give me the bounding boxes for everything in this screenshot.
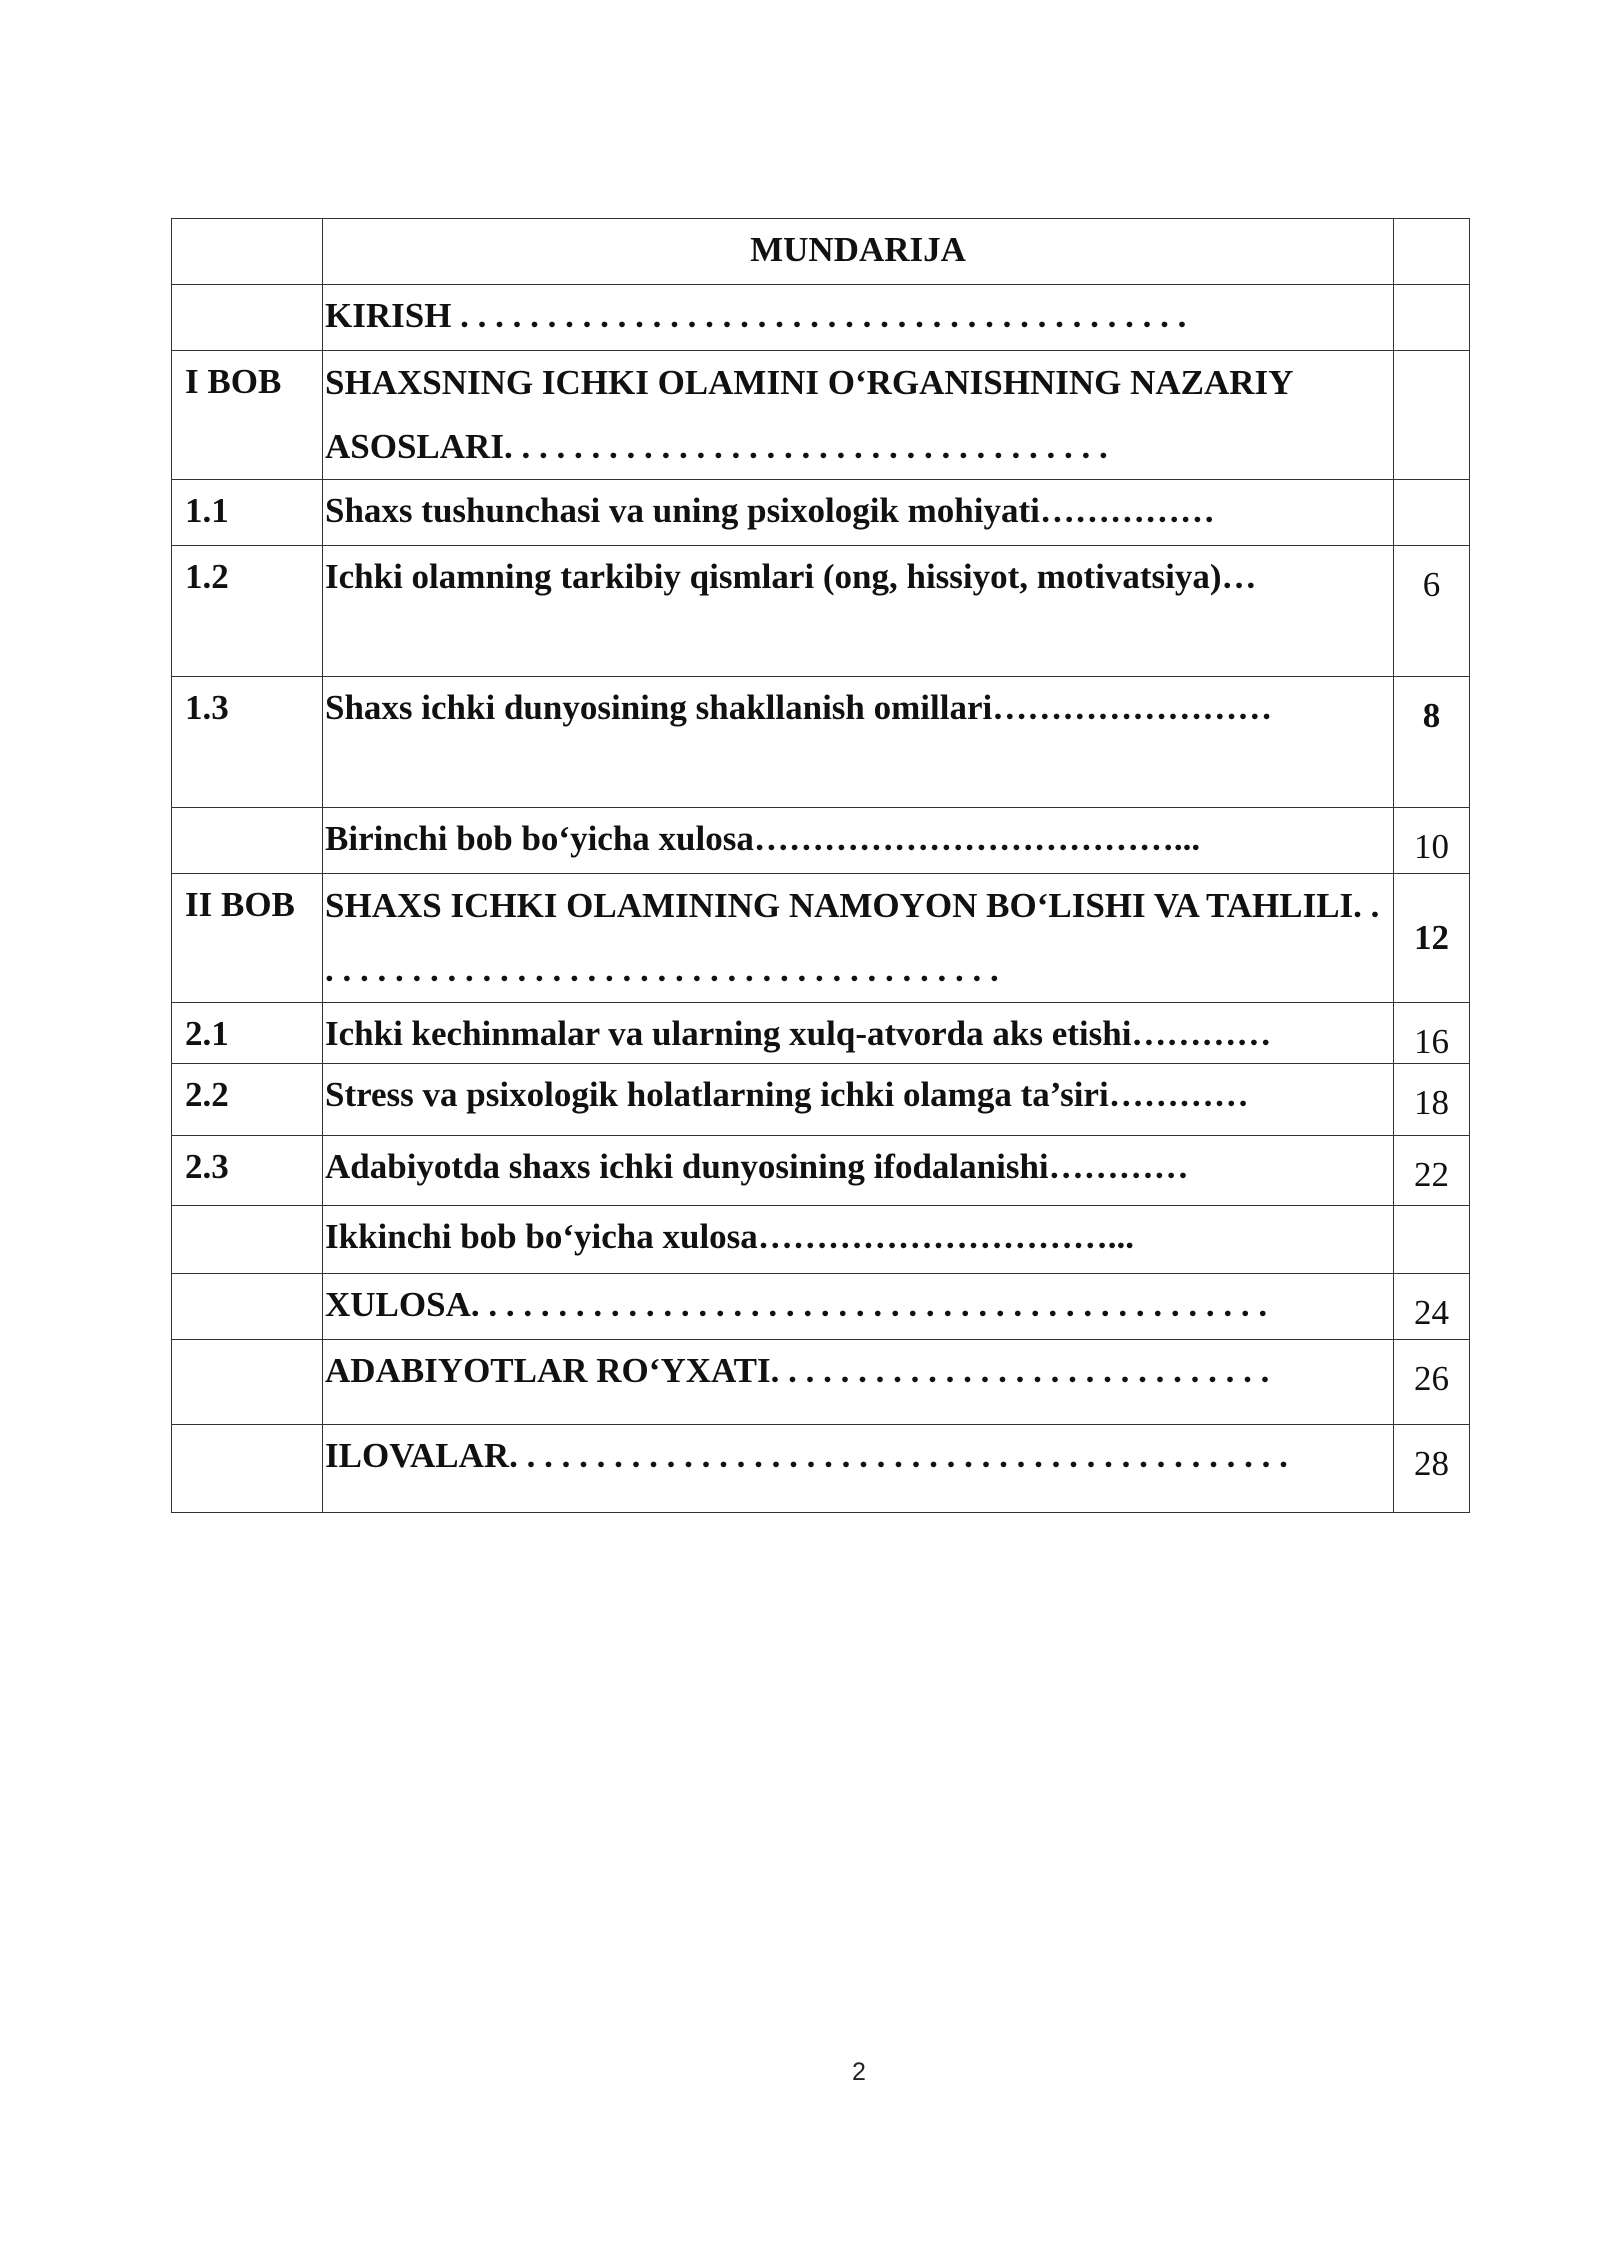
toc-row xyxy=(172,285,1470,351)
toc-row xyxy=(172,1274,1470,1340)
toc-row-text: Shaxs ichki dunyosining shakllanish omillari…………………… xyxy=(323,677,1394,808)
toc-row-page xyxy=(1394,1206,1470,1274)
toc-row xyxy=(172,1064,1470,1136)
page-number: 2 xyxy=(852,2058,866,2086)
toc-row-text: ADABIYOTLAR RO‘YXATI. . . . . . . . . . . . . . . . . . . . . . . . . . . . . xyxy=(323,1340,1394,1425)
toc-title: MUNDARIJA xyxy=(323,219,1394,285)
toc-row-number: 1.3 xyxy=(172,677,323,808)
toc-row-page: 22 xyxy=(1394,1136,1470,1206)
toc-row-text: Stress va psixologik holatlarning ichki olamga ta’siri………… xyxy=(323,1064,1394,1136)
toc-row-number: 2.3 xyxy=(172,1136,323,1206)
toc-row-page xyxy=(1394,351,1470,480)
toc-row-number xyxy=(172,808,323,874)
toc-row xyxy=(172,351,1470,480)
toc-num-cell xyxy=(172,219,323,285)
toc-row xyxy=(172,546,1470,677)
toc-header-row xyxy=(172,219,1470,285)
toc-row-number xyxy=(172,1425,323,1513)
toc-row-number xyxy=(172,285,323,351)
toc-row-page: 10 xyxy=(1394,808,1470,874)
toc-row-page: 6 xyxy=(1394,546,1470,677)
toc-row-page xyxy=(1394,480,1470,546)
toc-row xyxy=(172,1206,1470,1274)
toc-row-number: II BOB xyxy=(172,874,323,1003)
toc-row-number xyxy=(172,1340,323,1425)
table-of-contents xyxy=(171,218,1470,1513)
toc-row-page: 28 xyxy=(1394,1425,1470,1513)
toc-row-number: 1.2 xyxy=(172,546,323,677)
toc-row-text: SHAXS ICHKI OLAMINING NAMOYON BO‘LISHI VA TAHLILI. . . . . . . . . . . . . . . . . . . . . . . . . . . . . . . . . . . . . . . . . xyxy=(323,874,1394,1003)
toc-row xyxy=(172,1003,1470,1064)
toc-row xyxy=(172,677,1470,808)
toc-row-page xyxy=(1394,285,1470,351)
toc-row-text: XULOSA. . . . . . . . . . . . . . . . . . . . . . . . . . . . . . . . . . . . . . . . . . . . . . xyxy=(323,1274,1394,1340)
toc-row-page: 24 xyxy=(1394,1274,1470,1340)
toc-row-number: 1.1 xyxy=(172,480,323,546)
toc-row xyxy=(172,874,1470,1003)
toc-row-page: 8 xyxy=(1394,677,1470,808)
toc-row-number: 2.2 xyxy=(172,1064,323,1136)
toc-row-page: 16 xyxy=(1394,1003,1470,1064)
toc-row xyxy=(172,808,1470,874)
toc-row-text: Ichki kechinmalar va ularning xulq-atvorda aks etishi………… xyxy=(323,1003,1394,1064)
toc-row xyxy=(172,480,1470,546)
toc-row-text: Ikkinchi bob bo‘yicha xulosa…………………………... xyxy=(323,1206,1394,1274)
toc-row xyxy=(172,1425,1470,1513)
toc-row-number: I BOB xyxy=(172,351,323,480)
toc-row-text: ILOVALAR. . . . . . . . . . . . . . . . . . . . . . . . . . . . . . . . . . . . . . . . . . . . . xyxy=(323,1425,1394,1513)
toc-row-number: 2.1 xyxy=(172,1003,323,1064)
toc-row-page: 18 xyxy=(1394,1064,1470,1136)
toc-row-text: KIRISH . . . . . . . . . . . . . . . . . . . . . . . . . . . . . . . . . . . . . . . . . . xyxy=(323,285,1394,351)
toc-row-text: Adabiyotda shaxs ichki dunyosining ifodalanishi………… xyxy=(323,1136,1394,1206)
toc-page-cell xyxy=(1394,219,1470,285)
toc-row-text: Shaxs tushunchasi va uning psixologik mohiyati…………… xyxy=(323,480,1394,546)
toc-row-text: SHAXSNING ICHKI OLAMINI O‘RGANISHNING NAZARIY ASOSLARI. . . . . . . . . . . . . . . . . . . . . . . . . . . . . . . . . . . xyxy=(323,351,1394,480)
toc-row-text: Birinchi bob bo‘yicha xulosa………………………………... xyxy=(323,808,1394,874)
toc-row-page: 12 xyxy=(1394,874,1470,1003)
toc-row-text: Ichki olamning tarkibiy qismlari (ong, hissiyot, motivatsiya)… xyxy=(323,546,1394,677)
toc-row-number xyxy=(172,1274,323,1340)
toc-row xyxy=(172,1136,1470,1206)
toc-row-page: 26 xyxy=(1394,1340,1470,1425)
toc-row-number xyxy=(172,1206,323,1274)
toc-row xyxy=(172,1340,1470,1425)
